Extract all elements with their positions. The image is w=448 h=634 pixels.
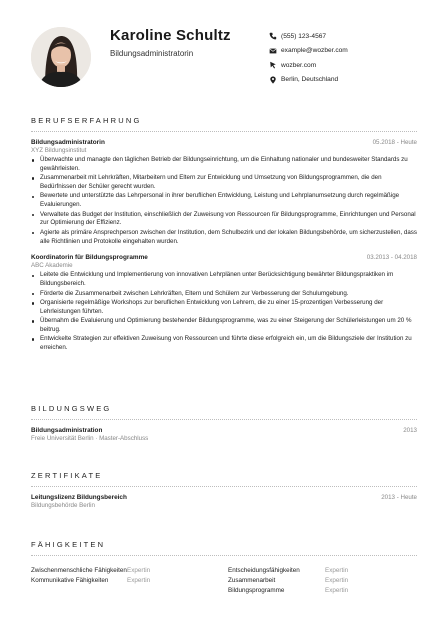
job-company: ABC Akademie — [31, 262, 73, 270]
education-entry — [31, 427, 417, 442]
list-item: Organisierte regelmäßige Workshops zur beruflichen Entwicklung von Lehrern, die zu einer 15-prozentigen Verbesserung der Lehrleistungen führten. — [31, 299, 417, 317]
contact-phone-text: (555) 123-4567 — [281, 32, 327, 40]
contact-list — [268, 29, 348, 87]
certificate-title: Leitungslizenz Bildungsbereich — [31, 494, 127, 501]
cursor-icon — [268, 61, 277, 70]
contact-location — [268, 73, 348, 87]
list-item: Überwachte und managte den täglichen Betrieb der Bildungseinrichtung, um die Einhaltung nationaler und bundesweiter Standards zu gewährleisten. — [31, 156, 417, 174]
section-divider — [31, 131, 417, 132]
education-dates: 2013 — [403, 427, 417, 434]
job-title: Bildungsadministratorin — [31, 139, 105, 146]
skill-level: Expertin — [325, 577, 349, 584]
job-role: Bildungsadministratorin — [110, 49, 194, 58]
portrait-image — [31, 27, 91, 87]
skill-name: Zusammenarbeit — [228, 577, 276, 584]
list-item: Verwaltete das Budget der Institution, einschließlich der Zuweisung von Ressourcen für Bildungsprogramme, Einrichtungen und Personal zur Optimierung der Effizienz. — [31, 211, 417, 229]
contact-website-text: wozber.com — [281, 61, 317, 69]
list-item: Zusammenarbeit mit Lehrkräften, Mitarbeitern und Eltern zur Entwicklung und Umsetzung von Bildungsprogrammen, die den Bedürfnissen der Schüler gerecht wurden. — [31, 174, 417, 192]
job-bullets — [31, 156, 417, 246]
skill-level: Expertin — [325, 567, 349, 574]
contact-email-text: example@wozber.com — [281, 47, 348, 54]
location-pin-icon — [268, 75, 277, 84]
job-dates: 03.2013 - 04.2018 — [366, 254, 417, 262]
profile-photo — [31, 27, 91, 87]
section-divider — [31, 419, 417, 420]
job-title: Koordinatorin für Bildungsprogramme — [31, 254, 148, 262]
job-entry — [31, 254, 417, 353]
certificate-dates: 2013 - Heute — [381, 494, 417, 501]
job-bullets — [31, 271, 417, 353]
skill-level: Expertin — [127, 567, 151, 574]
list-item: Übernahm die Evaluierung und Optimierung bestehender Bildungsprogramme, was zu einer Steigerung der Schülerleistungen um 20 % beitrug. — [31, 317, 417, 335]
resume-header — [0, 0, 448, 100]
list-item: Leitete die Entwicklung und Implementierung von innovativen Lehrplänen unter Berücksichtigung bewährter Bildungspraktiken im Bildungsbereich. — [31, 271, 417, 289]
skills-section — [31, 540, 417, 595]
experience-section — [31, 116, 417, 353]
skill-level: Expertin — [325, 587, 349, 594]
full-name: Karoline Schultz — [110, 27, 231, 44]
contact-website[interactable] — [268, 58, 348, 72]
job-entry — [31, 139, 417, 246]
skill-level — [127, 587, 228, 595]
skill-name: Kommunikative Fähigkeiten — [31, 577, 109, 584]
skill-name — [31, 587, 127, 595]
list-item: Bewertete und unterstützte das Lehrpersonal in ihrer beruflichen Entwicklung, Leistung und Lehrplanumsetzung durch regelmäßige Evaluierungen. — [31, 192, 417, 210]
skill-name: Bildungsprogramme — [228, 587, 285, 594]
job-company: XYZ Bildungsinstitut — [31, 147, 87, 154]
experience-heading: BERUFSERFAHRUNG — [31, 116, 142, 125]
education-section — [31, 404, 417, 442]
certificate-entry — [31, 494, 417, 509]
envelope-icon — [268, 46, 277, 55]
education-institution: Freie Universität Berlin · Master-Abschluss — [31, 435, 149, 442]
list-item: Förderte die Zusammenarbeit zwischen Lehrkräften, Eltern und Schülern zur Verbesserung der Schulumgebung. — [31, 290, 417, 299]
skills-grid — [31, 567, 417, 595]
list-item: Entwickelte Strategien zur effektiven Zuweisung von Ressourcen und führte diese erfolgreich ein, um die Bildungsziele der Institution zu erreichen. — [31, 335, 417, 353]
certificate-issuer: Bildungsbehörde Berlin — [31, 502, 95, 509]
phone-icon — [268, 32, 277, 41]
education-title: Bildungsadministration — [31, 427, 103, 434]
section-divider — [31, 486, 417, 487]
skill-name: Entscheidungsfähigkeiten — [228, 567, 300, 574]
skill-level: Expertin — [127, 577, 151, 584]
job-dates: 05.2018 - Heute — [372, 139, 417, 146]
section-divider — [31, 555, 417, 556]
list-item: Agierte als primäre Ansprechperson zwischen der Institution, dem Schulbezirk und der lokalen Bildungsbehörde, um sicherzustellen, dass alle Richtlinien und Protokolle eingehalten wurden. — [31, 229, 417, 247]
certificates-section — [31, 471, 417, 509]
contact-email[interactable] — [268, 44, 348, 58]
certificates-heading: ZERTIFIKATE — [31, 471, 103, 480]
skills-heading: FÄHIGKEITEN — [31, 540, 106, 549]
education-heading: BILDUNGSWEG — [31, 404, 112, 413]
contact-phone[interactable] — [268, 29, 348, 43]
contact-location-text: Berlin, Deutschland — [281, 76, 339, 83]
skill-name: Zwischenmenschliche Fähigkeiten — [31, 567, 127, 574]
